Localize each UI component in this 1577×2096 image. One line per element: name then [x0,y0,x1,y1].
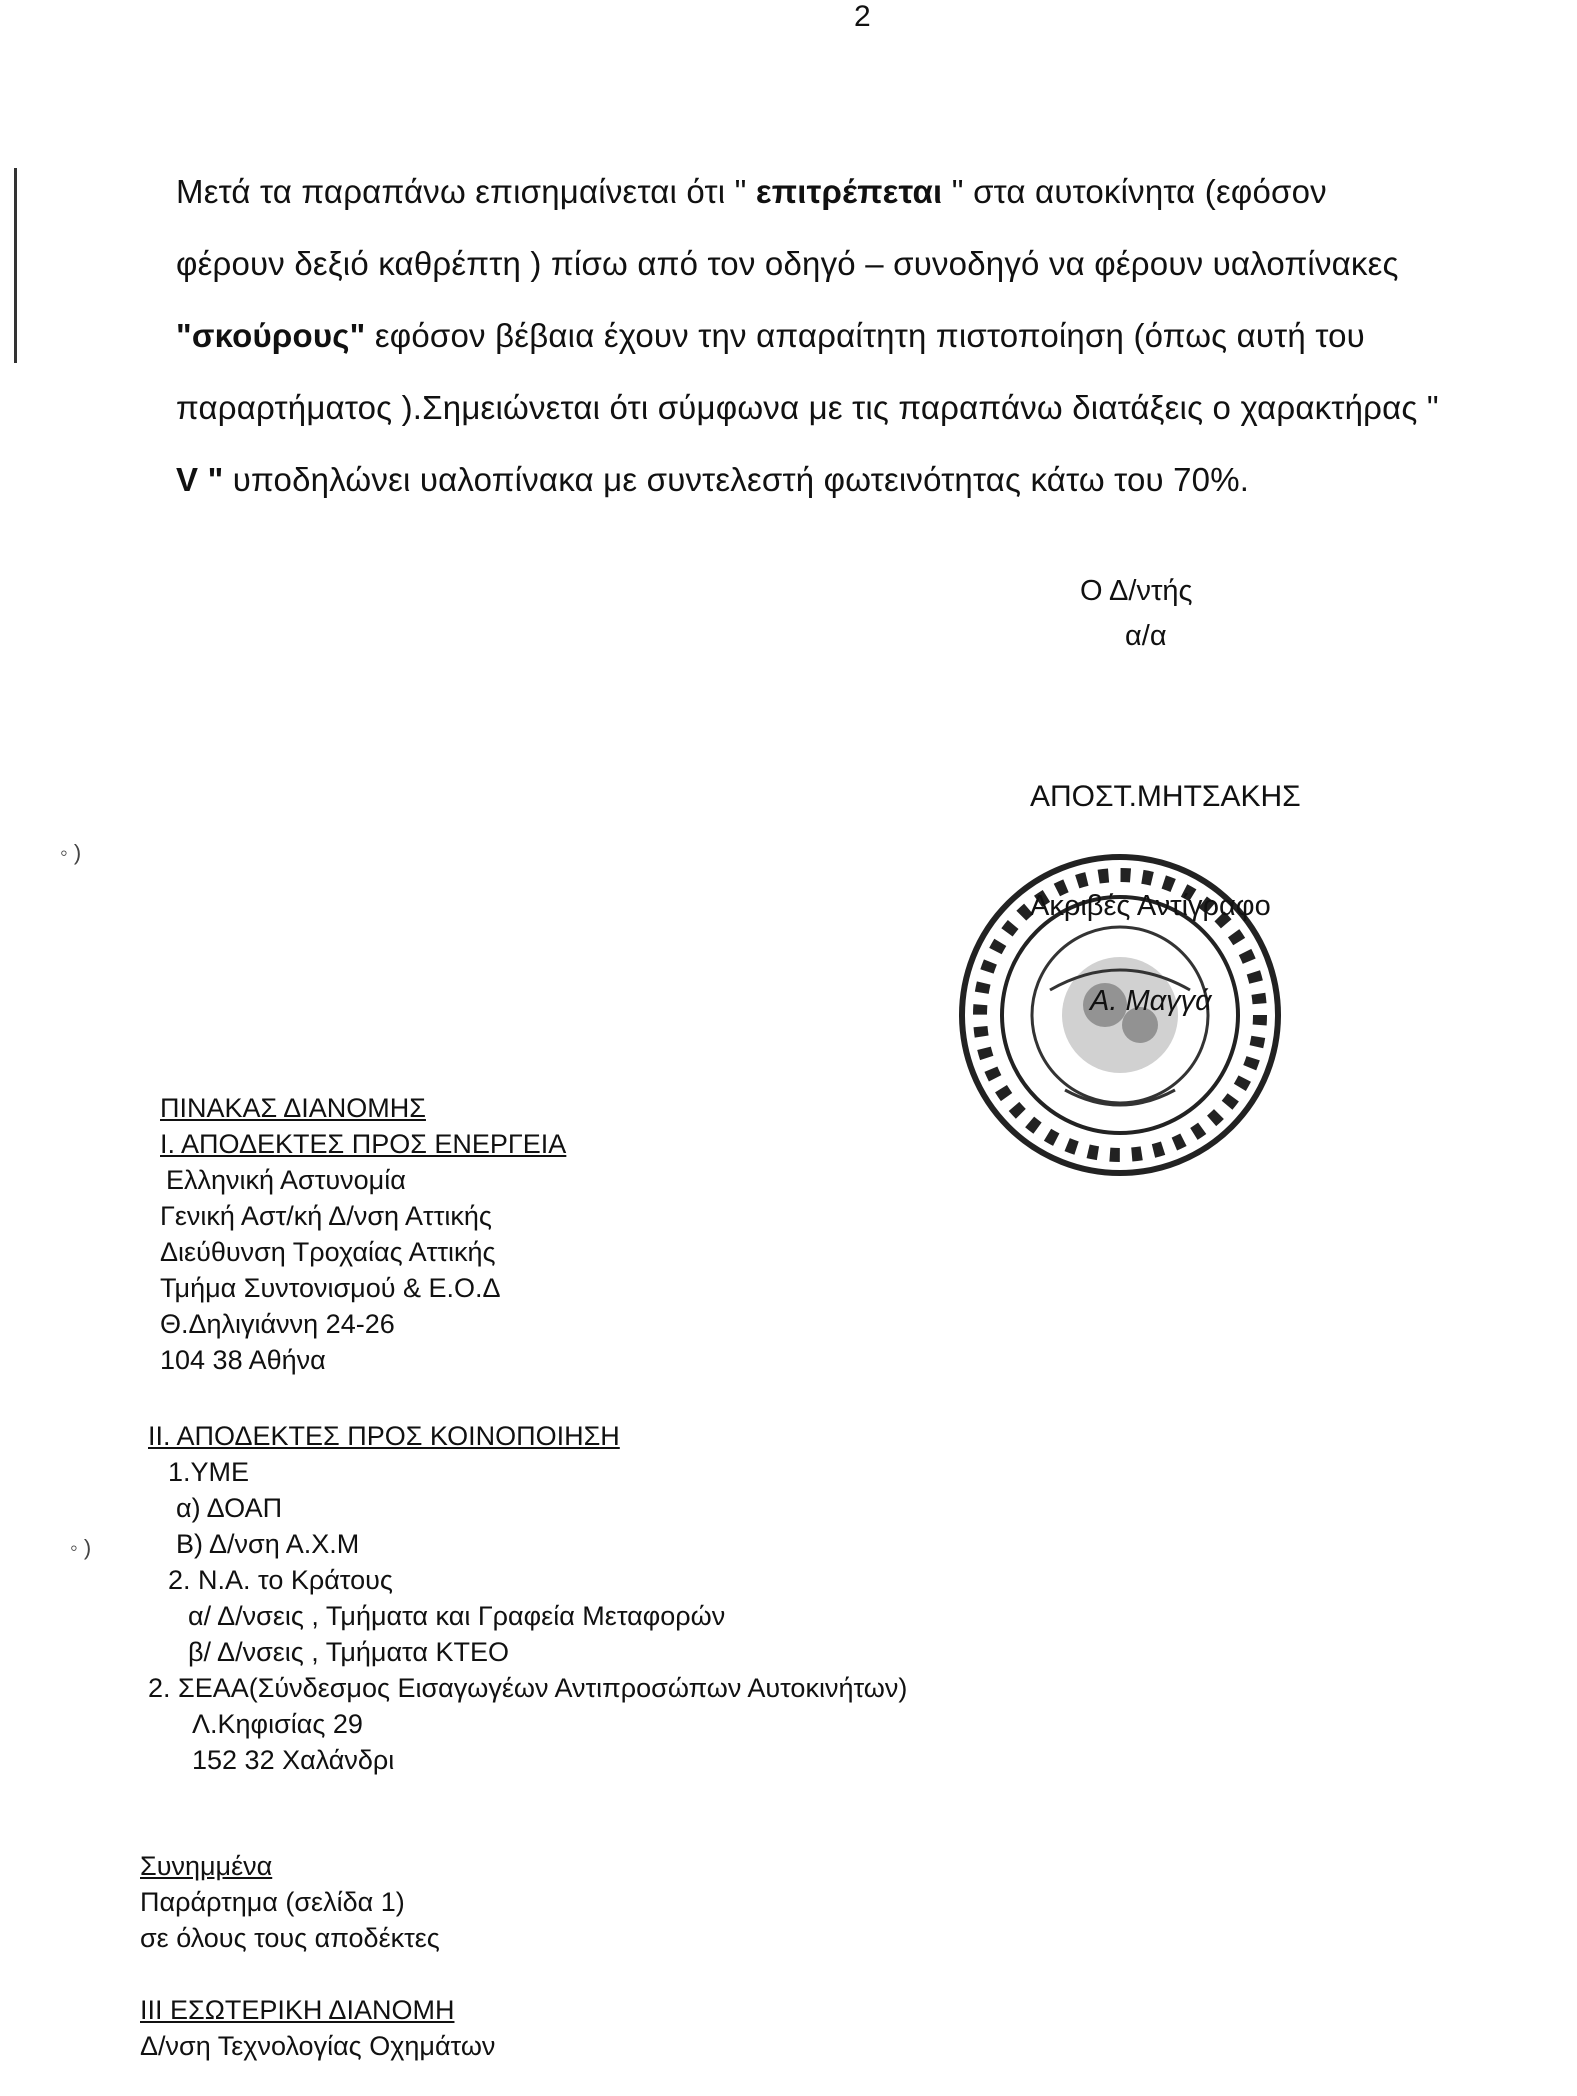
list-item: β/ Δ/νσεις , Τμήματα ΚΤΕΟ [188,1637,509,1667]
signature-aa: α/α [1125,620,1167,652]
body-line-4: παραρτήματος ).Σημειώνεται ότι σύμφωνα με τις παραπάνω διατάξεις ο χαρακτήρας " [176,389,1439,426]
stamp-signer: Α. Μαγγά [1090,985,1212,1017]
list-item: 2. ΣΕΑΑ(Σύνδεσμος Εισαγωγέων Αντιπροσώπων Αυτοκινήτων) [148,1673,908,1703]
list-item: 1.ΥΜΕ [168,1457,250,1487]
section1-list [160,1162,501,1378]
signature-role: Ο Δ/ντής [1080,575,1193,607]
list-item: Θ.Δηλιγιάννη 24-26 [160,1309,395,1339]
scan-speck: ◦ ) [60,840,82,865]
body-line-5: V " υποδηλώνει υαλοπίνακα με συντελεστή φωτεινότητας κάτω του 70%. [176,461,1250,498]
section2-list [148,1454,907,1778]
distribution-title: ΠΙΝΑΚΑΣ ΔΙΑΝΟΜΗΣ [160,1093,426,1123]
list-item: 104 38 Αθήνα [160,1345,326,1375]
margin-mark [14,168,17,363]
attachments-list [140,1884,440,1956]
section2-title: ΙΙ. ΑΠΟΔΕΚΤΕΣ ΠΡΟΣ ΚΟΙΝΟΠΟΙΗΣΗ [148,1421,620,1451]
body-line-1: Μετά τα παραπάνω επισημαίνεται ότι " επιτρέπεται " στα αυτοκίνητα (εφόσον [176,173,1327,210]
list-item: 152 32 Χαλάνδρι [192,1745,395,1775]
page-number: 2 [854,0,871,33]
list-item: Λ.Κηφισίας 29 [192,1709,363,1739]
section3-title: ΙΙΙ ΕΣΩΤΕΡΙΚΗ ΔΙΑΝΟΜΗ [140,1995,455,2025]
list-item: Β) Δ/νση Α.Χ.Μ [176,1529,360,1559]
list-item: Διεύθυνση Τροχαίας Αττικής [160,1237,496,1267]
attachments-title: Συνημμένα [140,1851,273,1881]
section3-list [140,2028,495,2064]
list-item: Γενική Αστ/κή Δ/νση Αττικής [160,1201,492,1231]
stamp-certified-copy: Ακριβές Αντίγραφο [1030,890,1271,922]
section1-title: Ι. ΑΠΟΔΕΚΤΕΣ ΠΡΟΣ ΕΝΕΡΓΕΙΑ [160,1129,567,1159]
body-paragraph [176,156,1556,516]
list-item: σε όλους τους αποδέκτες [140,1923,440,1953]
body-line-3: "σκούρους" εφόσον βέβαια έχουν την απαραίτητη πιστοποίηση (όπως αυτή του [176,317,1365,354]
list-item: Τμήμα Συντονισμού & Ε.Ο.Δ [160,1273,501,1303]
list-item: α/ Δ/νσεις , Τμήματα και Γραφεία Μεταφορών [188,1601,726,1631]
list-item: Παράρτημα (σελίδα 1) [140,1887,405,1917]
body-line-2: φέρουν δεξιό καθρέπτη ) πίσω από τον οδηγό – συνοδηγό να φέρουν υαλοπίνακες [176,245,1399,282]
scan-speck: ◦ ) [70,1535,92,1560]
list-item: Δ/νση Τεχνολογίας Οχημάτων [140,2031,496,2061]
list-item: Ελληνική Αστυνομία [166,1165,406,1195]
signature-name: ΑΠΟΣΤ.ΜΗΤΣΑΚΗΣ [1030,780,1301,813]
list-item: α) ΔΟΑΠ [176,1493,283,1523]
list-item: 2. Ν.Α. το Κράτους [168,1565,393,1595]
